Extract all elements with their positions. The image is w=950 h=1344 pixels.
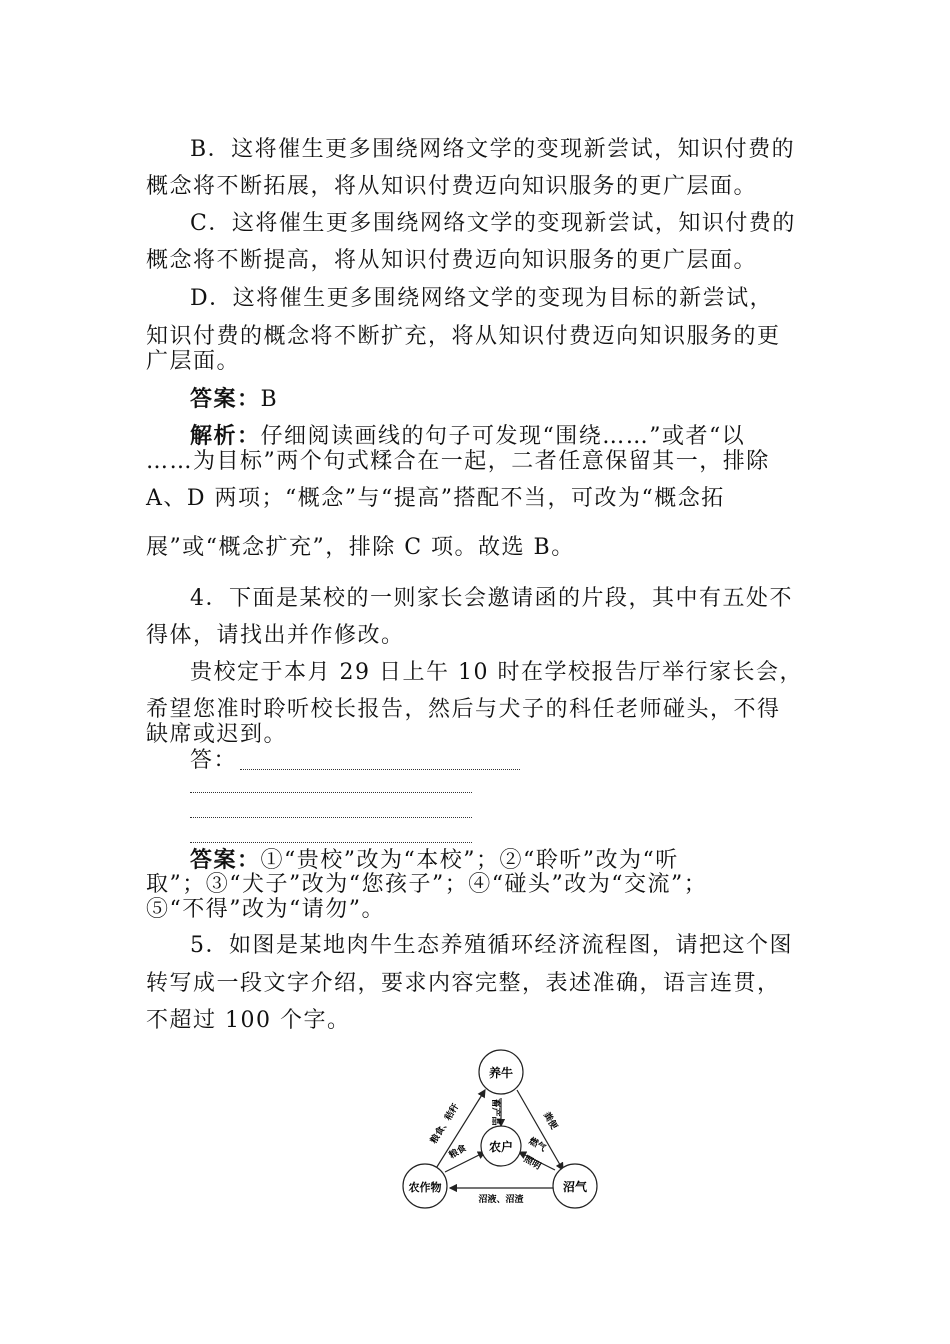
- q3-analysis-line-1: [190, 422, 745, 451]
- q4-answer-line-2: 取”；③“犬子”改为“您孩子”；④“碰头”改为“交流”；: [146, 872, 708, 897]
- node-farmer-label: 农户: [488, 1140, 514, 1154]
- answer-value: B: [260, 387, 279, 412]
- edge-label-slurry-residue: 沼液、沼渣: [478, 1195, 524, 1205]
- option-d-line-3: 广层面。: [146, 349, 241, 374]
- q4-passage-line-1: 贵校定于本月 29 日上午 10 时在学校报告厅举行家长会，: [190, 660, 803, 685]
- q3-analysis-line-3: A、D 两项；“概念”与“提高”搭配不当，可改为“概念拓: [146, 486, 725, 511]
- option-c-line-2: 概念将不断提高，将从知识付费迈向知识服务的更广层面。: [146, 248, 758, 273]
- answer-blank-line-2[interactable]: [190, 792, 472, 793]
- answer-blank-line-1[interactable]: [240, 769, 520, 770]
- node-biogas-label: 沼气: [562, 1180, 588, 1194]
- answer-blank-line-3[interactable]: [190, 817, 472, 818]
- edge-label-livestock-products: 畜产品: [490, 1098, 500, 1126]
- q3-answer: [190, 385, 278, 414]
- node-crops-label: 农作物: [408, 1181, 442, 1194]
- edge-label-manure: 粪便: [540, 1110, 559, 1132]
- q4-stem-line-1: 4．下面是某校的一则家长会邀请函的片段，其中有五处不: [190, 586, 793, 611]
- option-d-line-2: 知识付费的概念将不断扩充，将从知识付费迈向知识服务的更: [146, 324, 781, 349]
- option-d-line-1: D．这将催生更多围绕网络文学的变现为目标的新尝试，: [190, 286, 774, 311]
- edge-label-grain-straw: 粮食、秸秆: [429, 1102, 462, 1146]
- q5-stem-line-3: 不超过 100 个字。: [146, 1008, 351, 1033]
- analysis-text: 仔细阅读画线的句子可发现“围绕……”或者“以: [260, 424, 746, 449]
- q5-stem-line-2: 转写成一段文字介绍，要求内容完整，表述准确，语言连贯，: [146, 971, 781, 996]
- q4-passage-line-2: 希望您准时聆听校长报告，然后与犬子的科任老师碰头，不得: [146, 697, 781, 722]
- answer-label: 答案：: [190, 847, 261, 873]
- eco-cycle-flow-diagram: [395, 1040, 605, 1215]
- node-cattle-label: 养牛: [488, 1066, 514, 1080]
- edge-label-gas: 燃气: [526, 1136, 548, 1155]
- edge-label-lighting: 照明: [521, 1154, 543, 1173]
- option-c-line-1: C．这将催生更多围绕网络文学的变现新尝试，知识付费的: [190, 211, 796, 236]
- q3-analysis-line-2: ……为目标”两个句式糅合在一起，二者任意保留其一，排除: [146, 449, 770, 474]
- option-b-line-2: 概念将不断拓展，将从知识付费迈向知识服务的更广层面。: [146, 174, 758, 199]
- q4-stem-line-2: 得体，请找出并作修改。: [146, 623, 405, 648]
- q5-stem-line-1: 5．如图是某地肉牛生态养殖循环经济流程图，请把这个图: [190, 933, 793, 958]
- q3-analysis-line-4: 展”或“概念扩充”，排除 C 项。故选 B。: [146, 535, 575, 560]
- edge-label-grain: 粮食: [447, 1143, 469, 1162]
- q4-passage-line-3: 缺席或迟到。: [146, 722, 288, 747]
- answer-label: 答案：: [190, 386, 261, 412]
- option-b-line-1: B．这将催生更多围绕网络文学的变现新尝试，知识付费的: [190, 137, 796, 162]
- answer-text: ①“贵校”改为“本校”；②“聆听”改为“听: [260, 848, 679, 873]
- analysis-label: 解析：: [190, 423, 261, 449]
- q4-answer-prompt: 答：: [190, 748, 238, 773]
- q4-answer-line-3: ⑤“不得”改为“请勿”。: [146, 897, 385, 922]
- answer-blank-line-4[interactable]: [190, 842, 472, 843]
